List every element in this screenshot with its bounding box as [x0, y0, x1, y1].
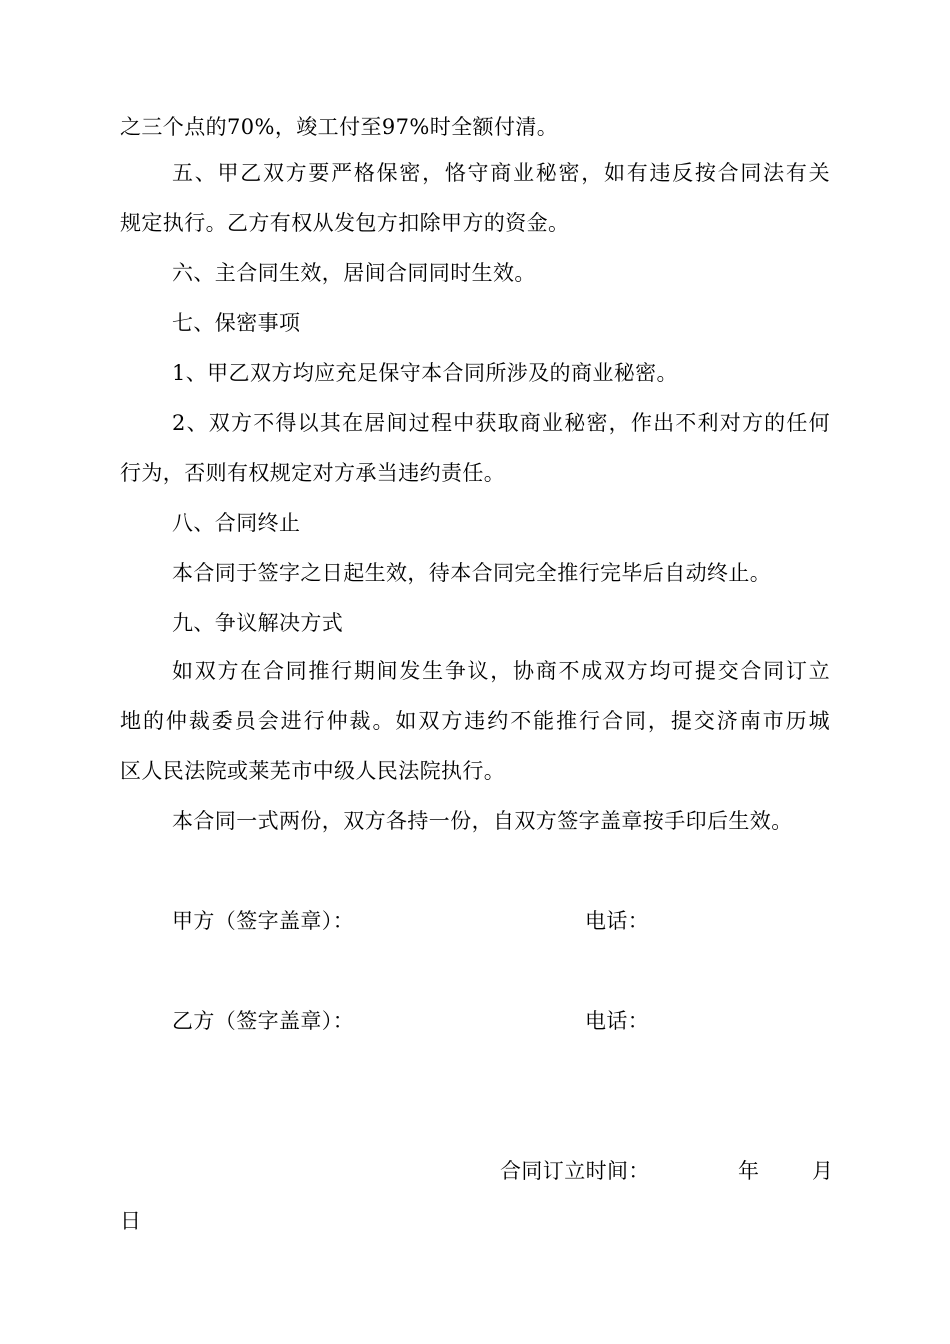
paragraph-line: 本合同一式两份，双方各持一份，自双方签字盖章按手印后生效。	[172, 809, 793, 833]
paragraph-line: 本合同于签字之日起生效，待本合同完全推行完毕后自动终止。	[172, 561, 772, 585]
paragraph-line: 区人民法院或莱芜市中级人民法院执行。	[120, 759, 506, 783]
paragraph-line: 规定执行。乙方有权从发包方扣除甲方的资金。	[120, 211, 570, 235]
section-heading: 九、争议解决方式	[172, 611, 344, 635]
paragraph-line: 地的仲裁委员会进行仲裁。如双方违约不能推行合同，提交济南市历城	[120, 709, 830, 733]
party-b-phone-label: 电话：	[585, 1009, 650, 1033]
party-a-signature-label: 甲方（签字盖章）：	[172, 909, 355, 933]
paragraph-line: 1、甲乙双方均应充足保守本合同所涉及的商业秘密。	[172, 361, 678, 385]
paragraph-line: 2、双方不得以其在居间过程中获取商业秘密，作出不利对方的任何	[172, 411, 830, 435]
contract-date-label: 合同订立时间：	[500, 1159, 650, 1183]
paragraph-line: 六、主合同生效，居间合同同时生效。	[172, 261, 536, 285]
party-b-signature-label: 乙方（签字盖章）：	[172, 1009, 355, 1033]
date-day-label: 日	[120, 1209, 142, 1233]
section-heading: 七、保密事项	[172, 311, 301, 335]
party-a-phone-label: 电话：	[585, 909, 650, 933]
paragraph-line: 之三个点的70%，竣工付至97%时全额付清。	[120, 115, 559, 139]
paragraph-line: 五、甲乙双方要严格保密，恪守商业秘密，如有违反按合同法有关	[172, 161, 830, 185]
paragraph-line: 如双方在合同推行期间发生争议，协商不成双方均可提交合同订立	[172, 659, 830, 683]
section-heading: 八、合同终止	[172, 511, 301, 535]
date-month-label: 月	[812, 1159, 834, 1183]
date-year-label: 年	[738, 1159, 760, 1183]
paragraph-line: 行为，否则有权规定对方承当违约责任。	[120, 461, 506, 485]
